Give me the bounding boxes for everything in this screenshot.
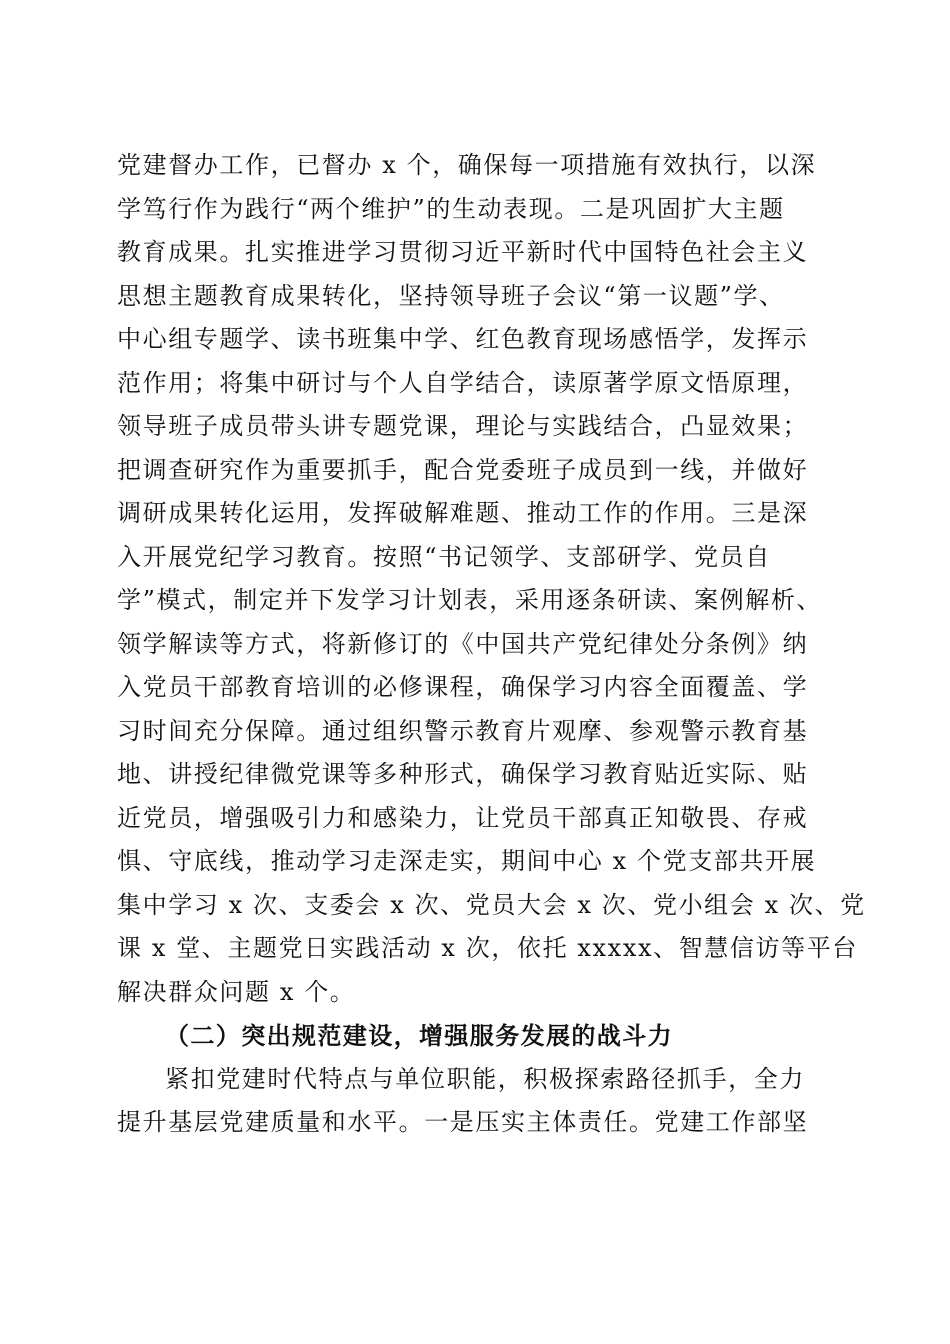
paragraph-2-line: 紧扣党建时代特点与单位职能，积极探索路径抓手，全力: [165, 1064, 805, 1093]
paragraph-1-line: 入党员干部教育培训的必修课程，确保学习内容全面覆盖、学: [117, 673, 809, 701]
document-body: [117, 144, 866, 1145]
paragraph-1-line: 解决群众问题 x 个。: [117, 977, 356, 1006]
paragraph-1-line: 近党员，增强吸引力和感染力，让党员干部真正知敬畏、存戒: [117, 803, 809, 832]
paragraph-1-line: 集中学习 x 次、支委会 x 次、党员大会 x 次、党小组会 x 次、党: [117, 890, 866, 919]
section-heading: （二）突出规范建设，增强服务发展的战斗力: [165, 1021, 673, 1050]
paragraph-1-line: 教育成果。扎实推进学习贯彻习近平新时代中国特色社会主义: [117, 238, 809, 266]
paragraph-1-line: 学”模式，制定并下发学习计划表，采用逐条研读、案例解析、: [117, 586, 823, 614]
paragraph-1-line: 惧、守底线，推动学习走深走实，期间中心 x 个党支部共开展: [117, 847, 817, 875]
paragraph-2-line: 提升基层党建质量和水平。一是压实主体责任。党建工作部坚: [117, 1108, 809, 1136]
paragraph-1-line: 学笃行作为践行“两个维护”的生动表现。二是巩固扩大主题: [117, 194, 785, 223]
paragraph-1-line: 课 x 堂、主题党日实践活动 x 次，依托 xxxxx、智慧信访等平台: [117, 934, 858, 962]
paragraph-1-line: 领导班子成员带头讲专题党课，理论与实践结合，凸显效果；: [117, 412, 809, 440]
paragraph-1-line: 入开展党纪学习教育。按照“书记领学、支部研学、党员自: [117, 542, 771, 571]
paragraph-1-line: 调研成果转化运用，发挥破解难题、推动工作的作用。三是深: [117, 499, 809, 527]
paragraph-1-line: 地、讲授纪律微党课等多种形式，确保学习教育贴近实际、贴: [117, 760, 809, 788]
paragraph-1-line: 习时间充分保障。通过组织警示教育片观摩、参观警示教育基: [117, 716, 809, 745]
paragraph-1-line: 领学解读等方式，将新修订的《中国共产党纪律处分条例》纳: [117, 629, 809, 658]
paragraph-1-line: 思想主题教育成果转化，坚持领导班子会议“第一议题”学、: [117, 281, 785, 310]
paragraph-1-line: 中心组专题学、读书班集中学、红色教育现场感悟学，发挥示: [117, 325, 809, 353]
paragraph-1-line: 党建督办工作，已督办 x 个，确保每一项措施有效执行，以深: [117, 151, 817, 179]
paragraph-1-line: 范作用；将集中研讨与个人自学结合，读原著学原文悟原理，: [117, 368, 809, 397]
paragraph-1-line: 把调查研究作为重要抓手，配合党委班子成员到一线，并做好: [117, 455, 809, 484]
